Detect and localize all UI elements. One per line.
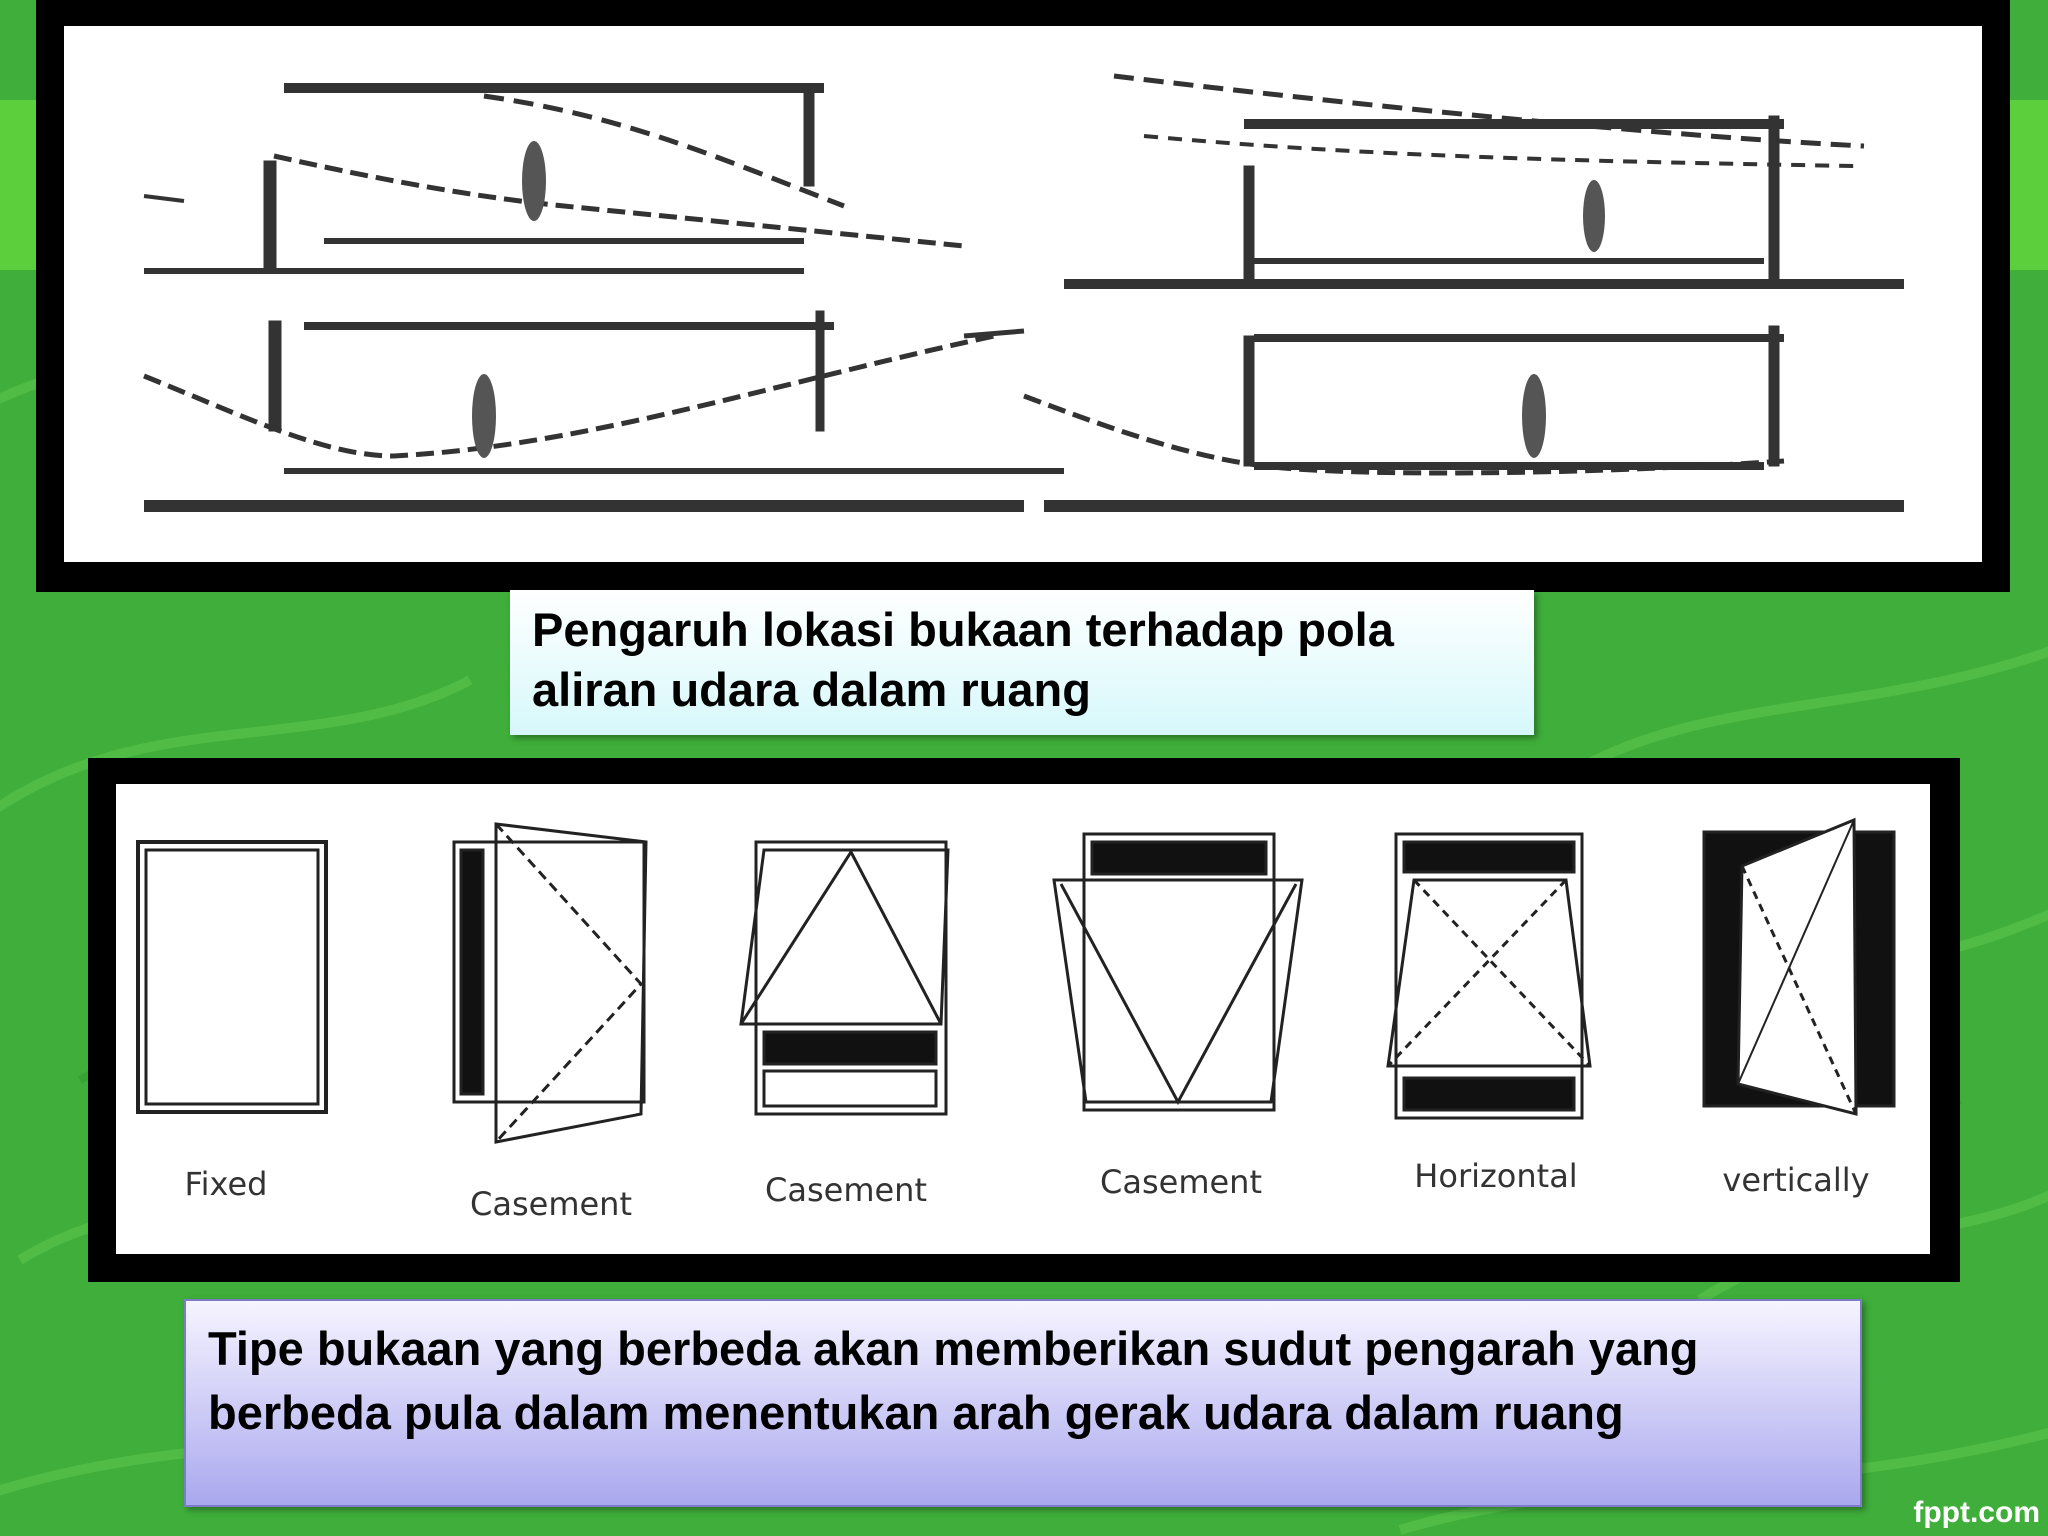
label-vertically-pivoted <box>1676 1108 1916 1254</box>
section-upper-right <box>1064 76 1904 286</box>
label-fixed-name: Fixed <box>184 1165 268 1203</box>
airflow-diagram <box>64 26 1982 562</box>
caption-airflow-location <box>510 590 1534 735</box>
label-top-hung <box>706 1118 986 1254</box>
window-top-hung-drawing <box>741 842 948 1114</box>
caption-airflow-line2: aliran udara dalam ruang <box>532 663 1091 716</box>
caption-airflow-line1: Pengaruh lokasi bukaan terhadap pola <box>532 603 1394 656</box>
section-lower-left <box>144 311 1064 506</box>
window-vertically-pivoted-drawing <box>1704 820 1894 1114</box>
airflow-diagram-frame <box>36 0 2010 592</box>
window-horizontal-pivoted-drawing <box>1388 834 1590 1118</box>
label-fixed <box>136 1112 316 1254</box>
window-fixed-drawing <box>138 842 326 1112</box>
caption-opening-line1: Tipe bukaan yang berbeda akan memberikan sudut pengarah yang <box>208 1322 1699 1375</box>
window-bottom-hung-drawing <box>1054 834 1302 1110</box>
window-side-hung-drawing <box>454 824 646 1142</box>
label-horizontal-pivoted-type <box>1376 1248 1616 1254</box>
section-lower-right <box>1024 326 1904 506</box>
caption-opening-line2: berbeda pula dalam menentukan arah gerak udara dalam ruang <box>208 1386 1624 1439</box>
watermark: fppt.com <box>1913 1496 2040 1529</box>
label-vertically-pivoted-name: vertically <box>1722 1161 1870 1199</box>
label-horizontal-pivoted-name: Horizontal <box>1414 1157 1578 1195</box>
label-bottom-hung <box>1036 1110 1326 1254</box>
airflow-diagram-canvas <box>64 26 1982 562</box>
window-types-diagram <box>116 784 1930 1254</box>
caption-opening-types <box>184 1299 1862 1507</box>
label-horizontal-pivoted <box>1376 1104 1616 1254</box>
window-types-canvas <box>116 784 1930 1254</box>
label-side-hung-name: Casement <box>470 1185 632 1223</box>
label-vertically-pivoted-type <box>1676 1252 1916 1254</box>
label-top-hung-name: Casement <box>765 1171 927 1209</box>
section-upper-left <box>144 86 964 271</box>
label-bottom-hung-name: Casement <box>1100 1163 1262 1201</box>
label-side-hung <box>416 1132 686 1254</box>
window-types-frame <box>88 758 1960 1282</box>
